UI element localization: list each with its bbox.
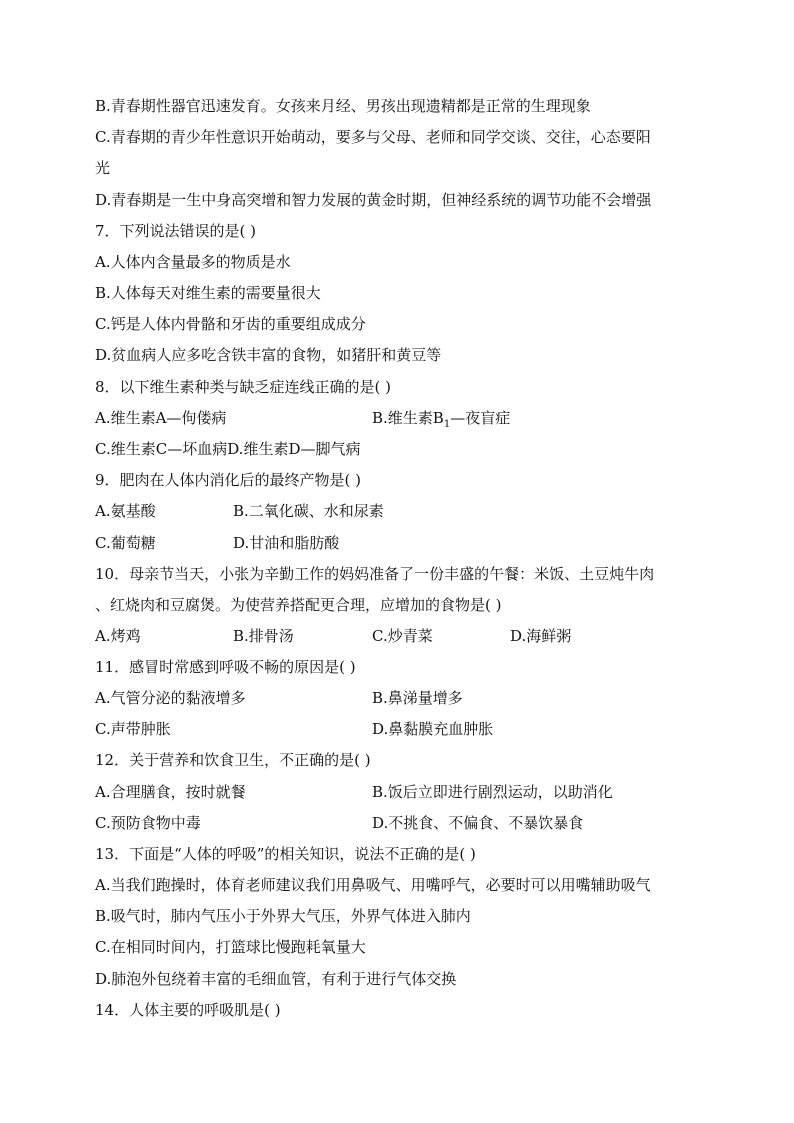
q11-option-a: A.气管分泌的黏液增多 [95, 689, 246, 707]
q13-option-d: D.肺泡外包绕着丰富的毛细血管，有利于进行气体交换 [95, 970, 457, 988]
q10-option-d: D.海鲜粥 [510, 627, 572, 645]
q10-option-b: B.排骨汤 [233, 627, 294, 645]
q8-option-b-suffix: —夜盲症 [450, 409, 511, 427]
q12-options-row2 [95, 813, 715, 833]
q12-option-d: D.不挑食、不偏食、不暴饮暴食 [372, 814, 584, 832]
q8-options-cd: C.维生素C—坏血病D.维生素D—脚气病 [95, 440, 361, 458]
q9-option-b: B.二氧化碳、水和尿素 [233, 502, 384, 520]
q8-stem: 8．以下维生素种类与缺乏症连线正确的是( ) [95, 378, 392, 396]
q7-option-b: B.人体每天对维生素的需要量很大 [95, 284, 321, 302]
q10-option-c: C.炒青菜 [372, 627, 433, 645]
q9-options-row2 [95, 533, 715, 553]
q9-option-c: C.葡萄糖 [95, 534, 156, 552]
q6-option-b: B.青春期性器官迅速发育。女孩来月经、男孩出现遗精都是正常的生理现象 [95, 97, 591, 115]
q13-option-c: C.在相同时间内，打篮球比慢跑耗氧量大 [95, 938, 366, 956]
q11-option-d: D.鼻黏膜充血肿胀 [372, 720, 494, 738]
q10-stem-line1: 10．母亲节当天，小张为辛勤工作的妈妈准备了一份丰盛的午餐：米饭、土豆炖牛肉 [95, 565, 655, 583]
q10-option-a: A.烤鸡 [95, 627, 141, 645]
q6-option-c-line2: 光 [95, 159, 111, 177]
q13-option-a: A.当我们跑操时，体育老师建议我们用鼻吸气、用嘴呼气，必要时可以用嘴辅助吸气 [95, 876, 651, 894]
q8-option-b [372, 408, 510, 428]
q10-options-row [95, 626, 715, 646]
q13-option-b: B.吸气时，肺内气压小于外界大气压，外界气体进入肺内 [95, 907, 471, 925]
q12-option-c: C.预防食物中毒 [95, 814, 201, 832]
q14-stem: 14．人体主要的呼吸肌是( ) [95, 1001, 281, 1019]
q13-stem: 13．下面是“人体的呼吸”的相关知识，说法不正确的是( ) [95, 845, 476, 863]
q11-option-b: B.鼻涕量增多 [372, 689, 463, 707]
q8-options-row1 [95, 408, 715, 428]
q10-stem-line2: 、红烧肉和豆腐煲。为使营养搭配更合理，应增加的食物是( ) [95, 596, 502, 614]
q9-stem: 9．肥肉在人体内消化后的最终产物是( ) [95, 471, 362, 489]
q8-option-b-prefix: B.维生素B [372, 409, 444, 427]
q9-option-a: A.氨基酸 [95, 502, 156, 520]
q6-option-d: D.青春期是一生中身高突增和智力发展的黄金时期，但神经系统的调节功能不会增强 [95, 191, 652, 209]
q11-options-row1 [95, 688, 715, 708]
q12-option-a: A.合理膳食，按时就餐 [95, 783, 246, 801]
q8-option-a: A.维生素A—佝偻病 [95, 409, 227, 427]
q11-option-c: C.声带肿胀 [95, 720, 171, 738]
q7-option-a: A.人体内含量最多的物质是水 [95, 253, 291, 271]
q7-option-c: C.钙是人体内骨骼和牙齿的重要组成成分 [95, 315, 366, 333]
q7-stem: 7．下列说法错误的是( ) [95, 222, 257, 240]
q11-stem: 11．感冒时常感到呼吸不畅的原因是( ) [95, 658, 356, 676]
q12-option-b: B.饭后立即进行剧烈运动，以助消化 [372, 783, 613, 801]
q12-stem: 12．关于营养和饮食卫生，不正确的是( ) [95, 751, 371, 769]
q6-option-c-line1: C.青春期的青少年性意识开始萌动，要多与父母、老师和同学交谈、交往，心态要阳 [95, 128, 651, 146]
q12-options-row1 [95, 782, 715, 802]
q9-option-d: D.甘油和脂肪酸 [233, 534, 340, 552]
q9-options-row1 [95, 501, 715, 521]
q11-options-row2 [95, 719, 715, 739]
q8-option-b-subscript: 1 [443, 419, 451, 430]
q7-option-d: D.贫血病人应多吃含铁丰富的食物，如猪肝和黄豆等 [95, 346, 442, 364]
